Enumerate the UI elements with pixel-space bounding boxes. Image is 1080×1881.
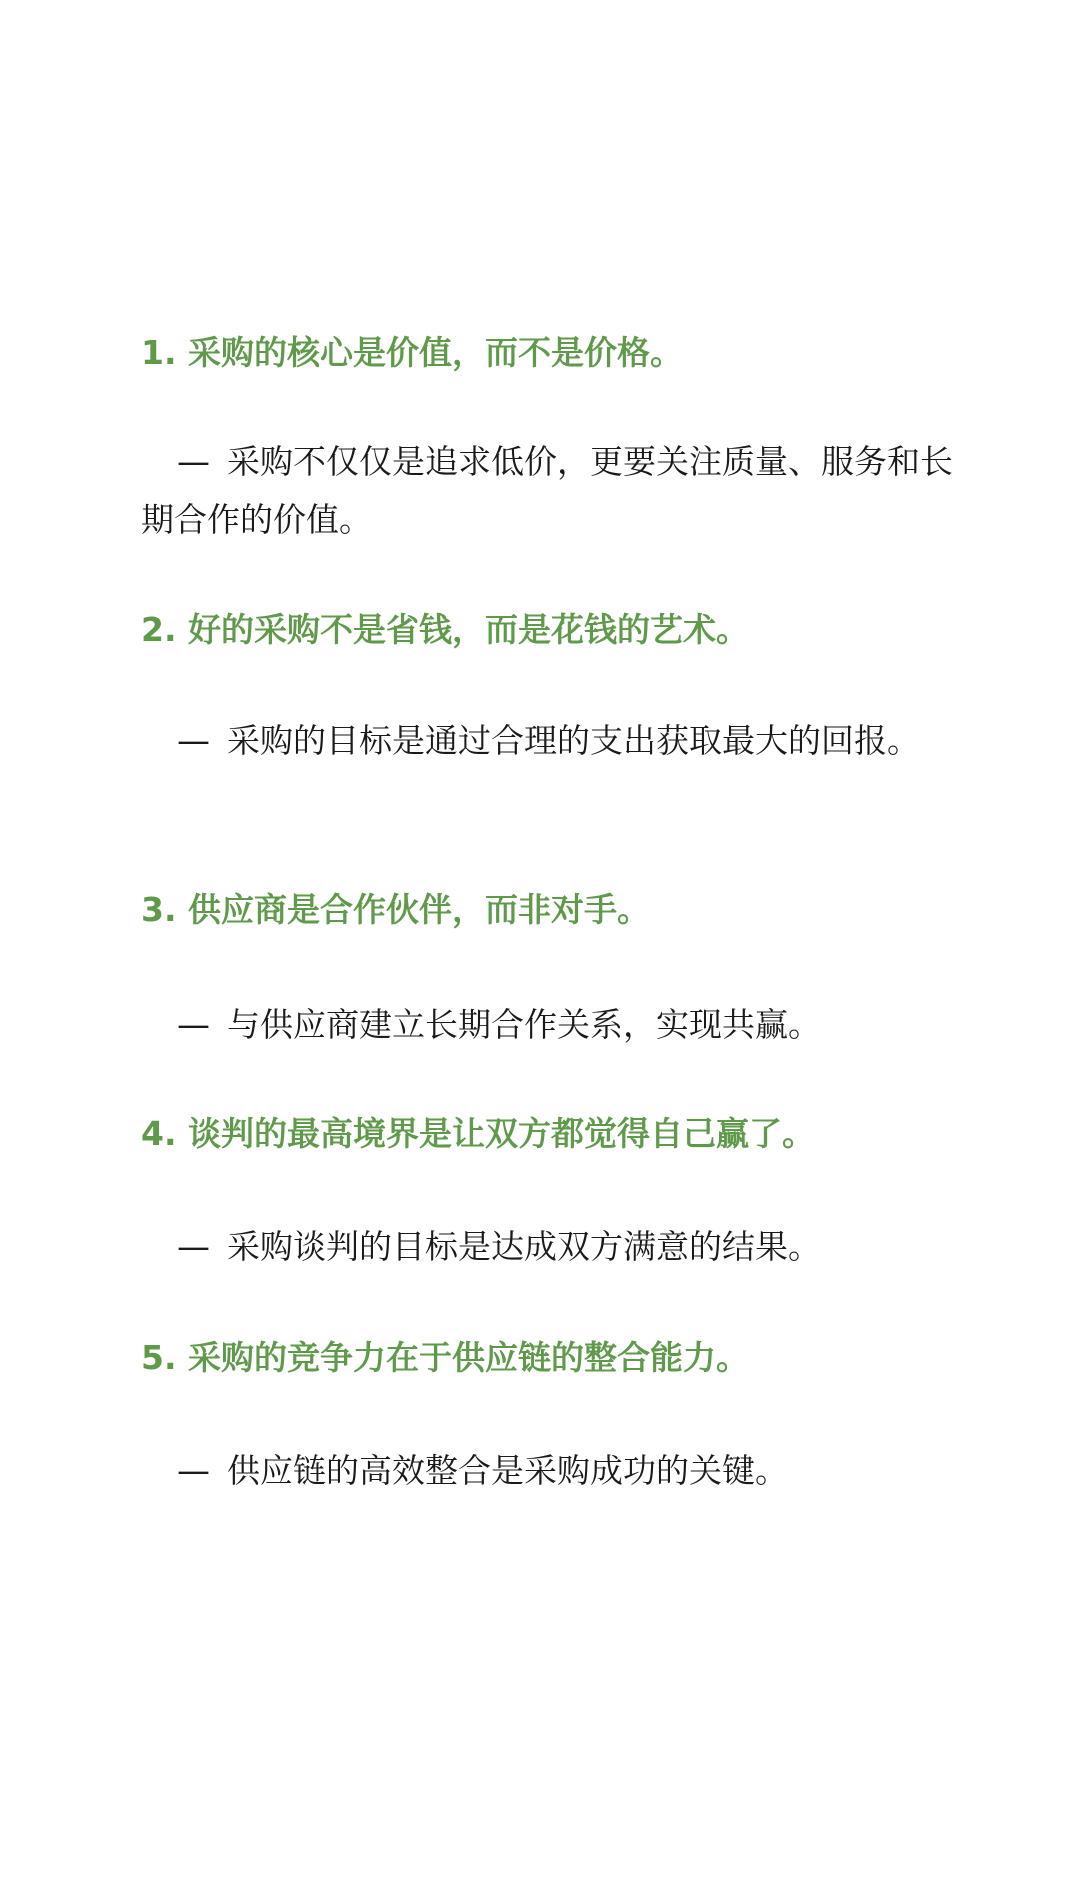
item-4-body [141, 1218, 961, 1276]
item-5-text: 供应链的高效整合是采购成功的关键。 [227, 1451, 788, 1490]
item-3-dash: — [177, 1005, 210, 1044]
item-1-dash: — [177, 442, 210, 481]
item-2-dash: — [177, 721, 210, 760]
item-4-dash: — [177, 1227, 210, 1266]
item-5-body [141, 1442, 961, 1500]
item-3-body [141, 996, 961, 1054]
item-4-text: 采购谈判的目标是达成双方满意的结果。 [227, 1227, 821, 1266]
item-5-title: 5. 采购的竞争力在于供应链的整合能力。 [141, 1338, 749, 1377]
item-4-title: 4. 谈判的最高境界是让双方都觉得自己赢了。 [141, 1114, 815, 1153]
item-1-body [141, 433, 961, 549]
item-3-title: 3. 供应商是合作伙伴，而非对手。 [141, 890, 650, 929]
item-3-text: 与供应商建立长期合作关系，实现共赢。 [227, 1005, 821, 1044]
item-5-dash: — [177, 1451, 210, 1490]
item-2-text: 采购的目标是通过合理的支出获取最大的回报。 [227, 721, 920, 760]
item-2-body [141, 712, 961, 770]
item-2-title: 2. 好的采购不是省钱，而是花钱的艺术。 [141, 610, 749, 649]
item-1-text: 采购不仅仅是追求低价，更要关注质量、服务和长期合作的价值。 [141, 442, 953, 539]
item-1-title: 1. 采购的核心是价值，而不是价格。 [141, 333, 683, 372]
